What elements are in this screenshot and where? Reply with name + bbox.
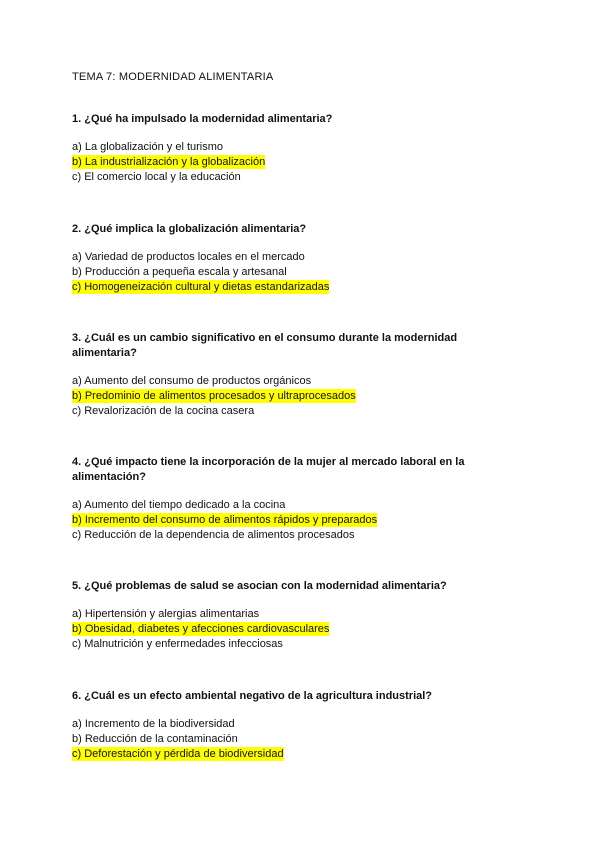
answer-option-a: a) La globalización y el turismo	[72, 141, 224, 153]
answer-option-a: a) Variedad de productos locales en el mercado	[72, 251, 305, 263]
answer-option-b-highlighted: b) La industrialización y la globalización	[72, 156, 266, 168]
question-3	[72, 331, 472, 419]
answer-option-b: b) Reducción de la contaminación	[72, 733, 238, 745]
question-text: 1. ¿Qué ha impulsado la modernidad alimentaria?	[72, 113, 333, 125]
question-text: 2. ¿Qué implica la globalización alimentaria?	[72, 223, 307, 235]
answer-option-b: b) Producción a pequeña escala y artesanal	[72, 266, 287, 278]
answer-option-c-highlighted: c) Homogeneización cultural y dietas estandarizadas	[72, 281, 330, 293]
question-5	[72, 579, 472, 652]
answer-options	[72, 498, 472, 543]
answer-option-c: c) El comercio local y la educación	[72, 171, 241, 183]
answer-option-b-highlighted: b) Obesidad, diabetes y afecciones cardiovasculares	[72, 623, 330, 635]
question-4	[72, 455, 472, 543]
answer-option-c: c) Revalorización de la cocina casera	[72, 405, 255, 417]
answer-option-c: c) Malnutrición y enfermedades infecciosas	[72, 638, 283, 650]
answer-options	[72, 717, 472, 762]
answer-option-a: a) Incremento de la biodiversidad	[72, 718, 235, 730]
answer-option-c: c) Reducción de la dependencia de alimentos procesados	[72, 529, 355, 541]
answer-option-b-highlighted: b) Predominio de alimentos procesados y ultraprocesados	[72, 390, 356, 402]
answer-option-a: a) Aumento del consumo de productos orgánicos	[72, 375, 312, 387]
answer-option-a: a) Hipertensión y alergias alimentarias	[72, 608, 260, 620]
answer-options	[72, 374, 472, 419]
question-text: 3. ¿Cuál es un cambio significativo en el consumo durante la modernidad alimentaria?	[72, 332, 458, 359]
question-1	[72, 112, 472, 185]
question-text: 4. ¿Qué impacto tiene la incorporación de la mujer al mercado laboral en la alimentación?	[72, 456, 465, 483]
answer-options	[72, 250, 472, 295]
answer-option-c-highlighted: c) Deforestación y pérdida de biodiversidad	[72, 748, 284, 760]
question-text: 5. ¿Qué problemas de salud se asocian con la modernidad alimentaria?	[72, 580, 447, 592]
answer-options	[72, 140, 472, 185]
question-2	[72, 222, 472, 295]
document-title: TEMA 7: MODERNIDAD ALIMENTARIA	[72, 71, 274, 83]
question-6	[72, 689, 472, 762]
answer-option-a: a) Aumento del tiempo dedicado a la cocina	[72, 499, 286, 511]
question-text: 6. ¿Cuál es un efecto ambiental negativo de la agricultura industrial?	[72, 690, 433, 702]
answer-options	[72, 607, 472, 652]
answer-option-b-highlighted: b) Incremento del consumo de alimentos rápidos y preparados	[72, 514, 378, 526]
